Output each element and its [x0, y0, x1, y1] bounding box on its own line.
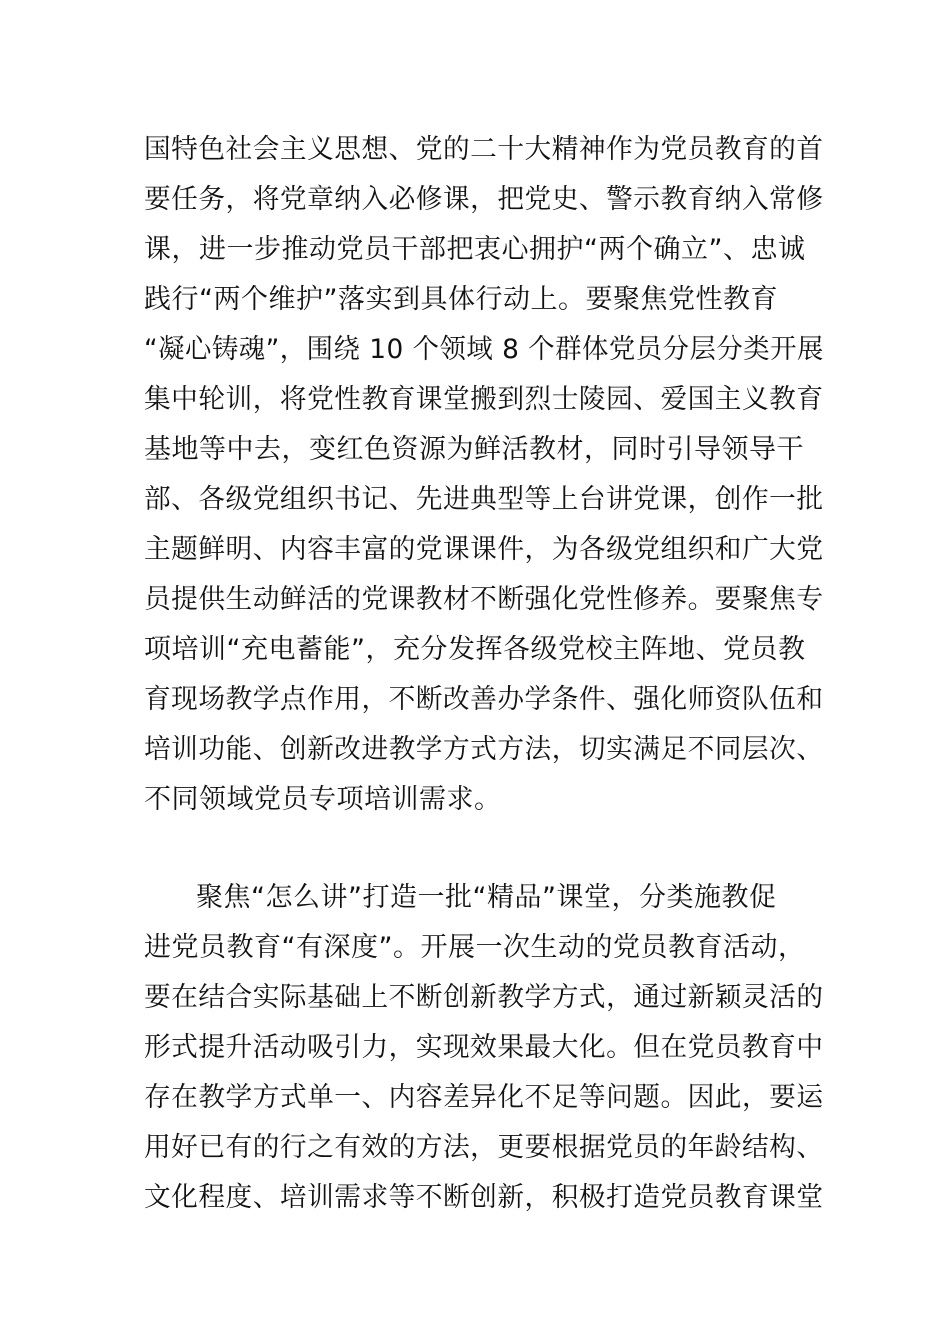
text-line: 员提供生动鲜活的党课教材不断强化党性修养。要聚焦专: [144, 584, 824, 615]
text-line: 不同领域党员专项培训需求。: [144, 784, 502, 815]
text-line: 项培训“充电蓄能”，充分发挥各级党校主阵地、党员教: [144, 634, 806, 665]
text-line: 部、各级党组织书记、先进典型等上台讲党课，创作一批: [144, 484, 824, 515]
text-line: 要在结合实际基础上不断创新教学方式，通过新颖灵活的: [144, 982, 824, 1013]
text-line: 集中轮训，将党性教育课堂搬到烈士陵园、爱国主义教育: [144, 384, 824, 415]
text-line: 课，进一步推动党员干部把衷心拥护“两个确立”、忠诚: [144, 234, 806, 265]
text-line: 聚焦“怎么讲”打造一批“精品”课堂，分类施教促: [196, 882, 777, 913]
text-line: 主题鲜明、内容丰富的党课课件，为各级党组织和广大党: [144, 534, 824, 565]
text-line: 基地等中去，变红色资源为鲜活教材，同时引导领导干: [144, 434, 804, 465]
text-line: 培训功能、创新改进教学方式方法，切实满足不同层次、: [144, 734, 824, 765]
text-line: 育现场教学点作用，不断改善办学条件、强化师资队伍和: [144, 684, 824, 715]
text-line: “凝心铸魂”，围绕 10 个领域 8 个群体党员分层分类开展: [144, 334, 824, 365]
text-line: 文化程度、培训需求等不断创新，积极打造党员教育课堂: [144, 1182, 824, 1213]
text-line: 形式提升活动吸引力，实现效果最大化。但在党员教育中: [144, 1032, 824, 1063]
text-line: 存在教学方式单一、内容差异化不足等问题。因此，要运: [144, 1082, 824, 1113]
text-line: 践行“两个维护”落实到具体行动上。要聚焦党性教育: [144, 284, 778, 315]
text-line: 国特色社会主义思想、党的二十大精神作为党员教育的首: [144, 134, 824, 165]
text-line: 进党员教育“有深度”。开展一次生动的党员教育活动，: [144, 932, 806, 963]
text-line: 要任务，将党章纳入必修课，把党史、警示教育纳入常修: [144, 184, 824, 215]
text-line: 用好已有的行之有效的方法，更要根据党员的年龄结构、: [144, 1132, 824, 1163]
